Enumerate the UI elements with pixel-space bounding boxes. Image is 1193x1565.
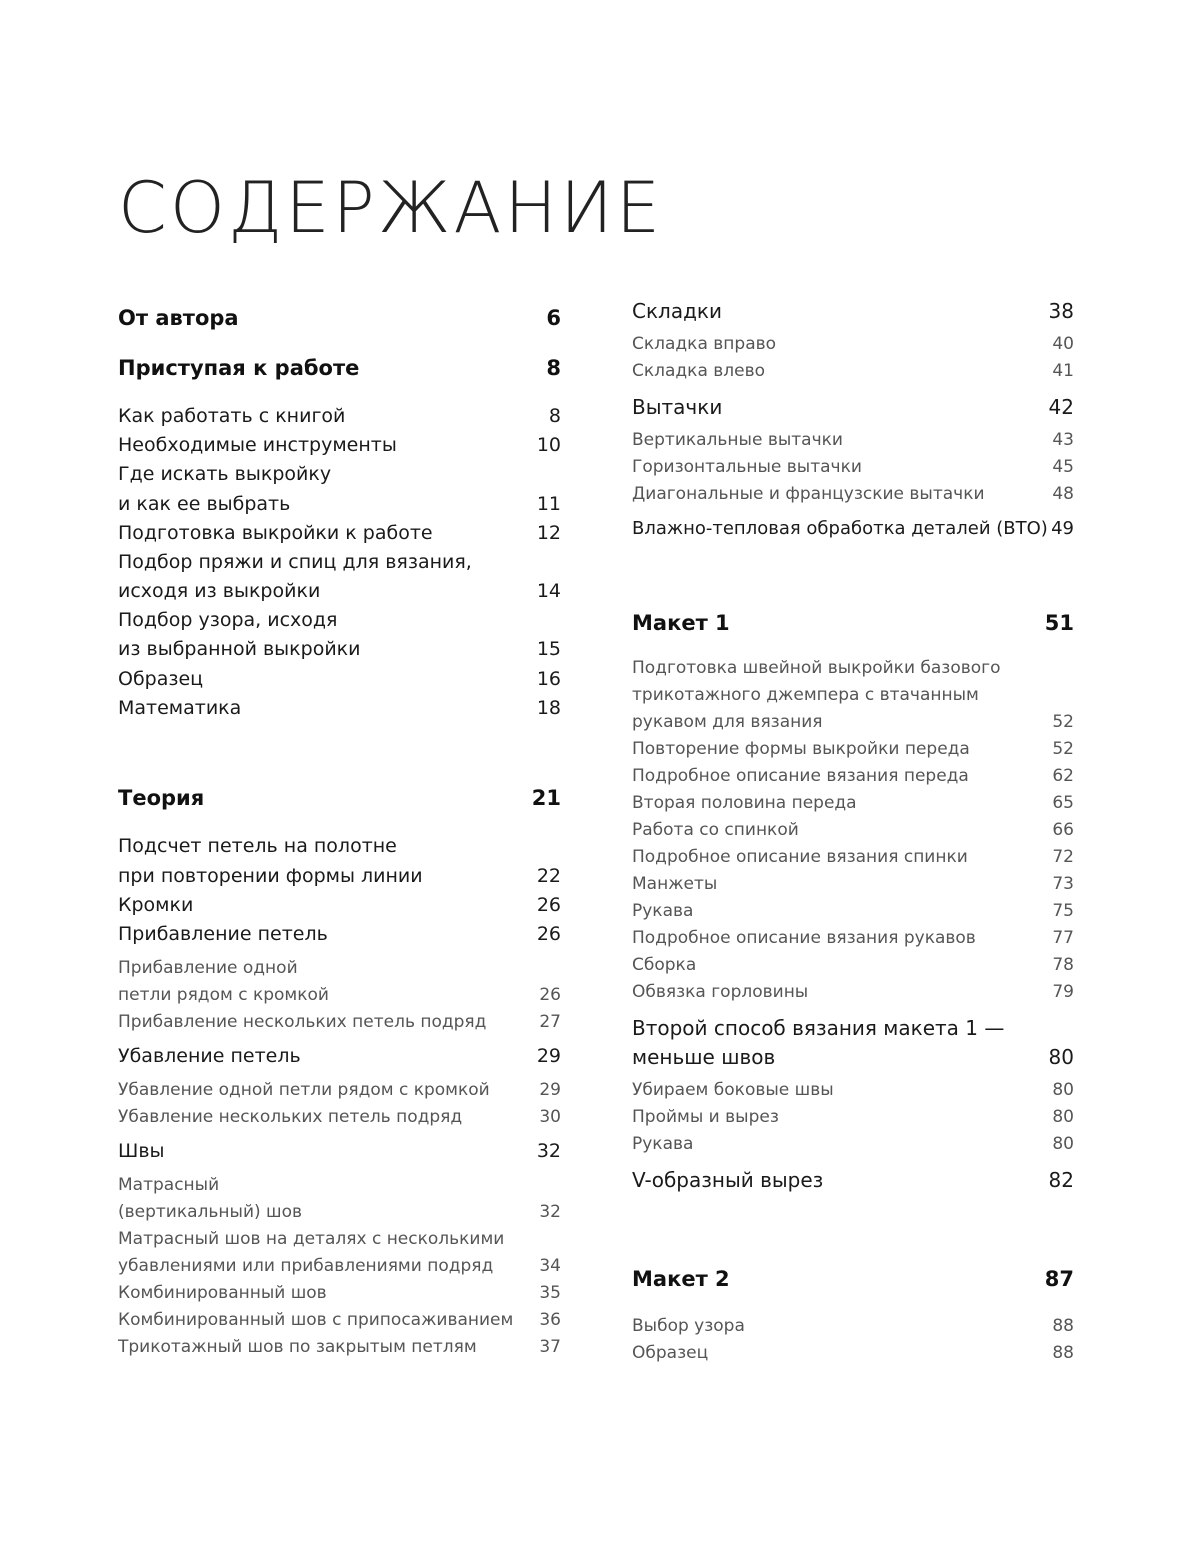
toc-entry: Складка влево 41 [632, 361, 1074, 381]
toc-entry: Выбор узора 88 [632, 1316, 1074, 1336]
toc-entry: Манжеты 73 [632, 874, 1074, 894]
toc-entry: рукавом для вязания 52 [632, 712, 1074, 732]
toc-entry: и как ее выбрать 11 [118, 493, 561, 515]
toc-entry: Необходимые инструменты 10 [118, 434, 561, 456]
toc-entry: Подготовка швейной выкройки базового [632, 658, 1001, 678]
toc-entry: исходя из выкройки 14 [118, 580, 561, 602]
toc-entry: Приступая к работе 8 [118, 356, 561, 380]
toc-entry: Проймы и вырез 80 [632, 1107, 1074, 1127]
toc-entry: Вертикальные вытачки 43 [632, 430, 1074, 450]
toc-entry: Образец 16 [118, 668, 561, 690]
toc-entry: Кромки 26 [118, 894, 561, 916]
toc-entry: Убавление одной петли рядом с кромкой 29 [118, 1080, 561, 1100]
page-title: СОДЕРЖАНИЕ [118, 167, 664, 249]
toc-entry: при повторении формы линии 22 [118, 865, 561, 887]
toc-entry: Сборка 78 [632, 955, 1074, 975]
toc-entry: Горизонтальные вытачки 45 [632, 457, 1074, 477]
toc-entry: Складка вправо 40 [632, 334, 1074, 354]
toc-entry: Вытачки 42 [632, 395, 1074, 419]
toc-entry: Где искать выкройку [118, 463, 332, 485]
toc-entry: Подробное описание вязания спинки 72 [632, 847, 1074, 867]
toc-entry: Матрасный шов на деталях с несколькими [118, 1229, 505, 1249]
toc-entry: убавлениями или прибавлениями подряд 34 [118, 1256, 561, 1276]
toc-entry: (вертикальный) шов 32 [118, 1202, 561, 1222]
toc-entry: Подсчет петель на полотне [118, 835, 397, 857]
toc-entry: Как работать с книгой 8 [118, 405, 561, 427]
toc-entry: Рукава 80 [632, 1134, 1074, 1154]
toc-entry: Комбинированный шов 35 [118, 1283, 561, 1303]
toc-entry: Повторение формы выкройки переда 52 [632, 739, 1074, 759]
toc-entry: Подробное описание вязания переда 62 [632, 766, 1074, 786]
toc-entry: Макет 1 51 [632, 611, 1074, 635]
toc-entry: Работа со спинкой 66 [632, 820, 1074, 840]
toc-entry: Влажно-тепловая обработка деталей (ВТО) 49 [632, 518, 1074, 539]
toc-entry: Матрасный [118, 1175, 220, 1195]
toc-entry: Диагональные и французские вытачки 48 [632, 484, 1074, 504]
toc-entry: Швы 32 [118, 1140, 561, 1162]
toc-entry: Прибавление одной [118, 958, 298, 978]
toc-entry: Подбор пряжи и спиц для вязания, [118, 551, 472, 573]
toc-entry: петли рядом с кромкой 26 [118, 985, 561, 1005]
toc-entry: Вторая половина переда 65 [632, 793, 1074, 813]
toc-entry: Складки 38 [632, 299, 1074, 323]
toc-entry: Математика 18 [118, 697, 561, 719]
toc-entry: Прибавление нескольких петель подряд 27 [118, 1012, 561, 1032]
toc-entry: Трикотажный шов по закрытым петлям 37 [118, 1337, 561, 1357]
toc-entry: От автора 6 [118, 306, 561, 330]
toc-entry: Подготовка выкройки к работе 12 [118, 522, 561, 544]
toc-entry: Второй способ вязания макета 1 — [632, 1016, 1005, 1040]
toc-entry: Образец 88 [632, 1343, 1074, 1363]
toc-entry: меньше швов 80 [632, 1045, 1074, 1069]
toc-entry: из выбранной выкройки 15 [118, 638, 561, 660]
toc-entry: Обвязка горловины 79 [632, 982, 1074, 1002]
toc-entry: Комбинированный шов с припосаживанием 36 [118, 1310, 561, 1330]
toc-entry: Прибавление петель 26 [118, 923, 561, 945]
toc-entry: Убираем боковые швы 80 [632, 1080, 1074, 1100]
toc-entry: Макет 2 87 [632, 1267, 1074, 1291]
toc-entry: Рукава 75 [632, 901, 1074, 921]
toc-entry: трикотажного джемпера с втачанным [632, 685, 979, 705]
toc-entry: Убавление петель 29 [118, 1045, 561, 1067]
toc-entry: Теория 21 [118, 786, 561, 810]
toc-entry: Подробное описание вязания рукавов 77 [632, 928, 1074, 948]
toc-entry: V-образный вырез 82 [632, 1168, 1074, 1192]
toc-entry: Убавление нескольких петель подряд 30 [118, 1107, 561, 1127]
toc-entry: Подбор узора, исходя [118, 609, 338, 631]
